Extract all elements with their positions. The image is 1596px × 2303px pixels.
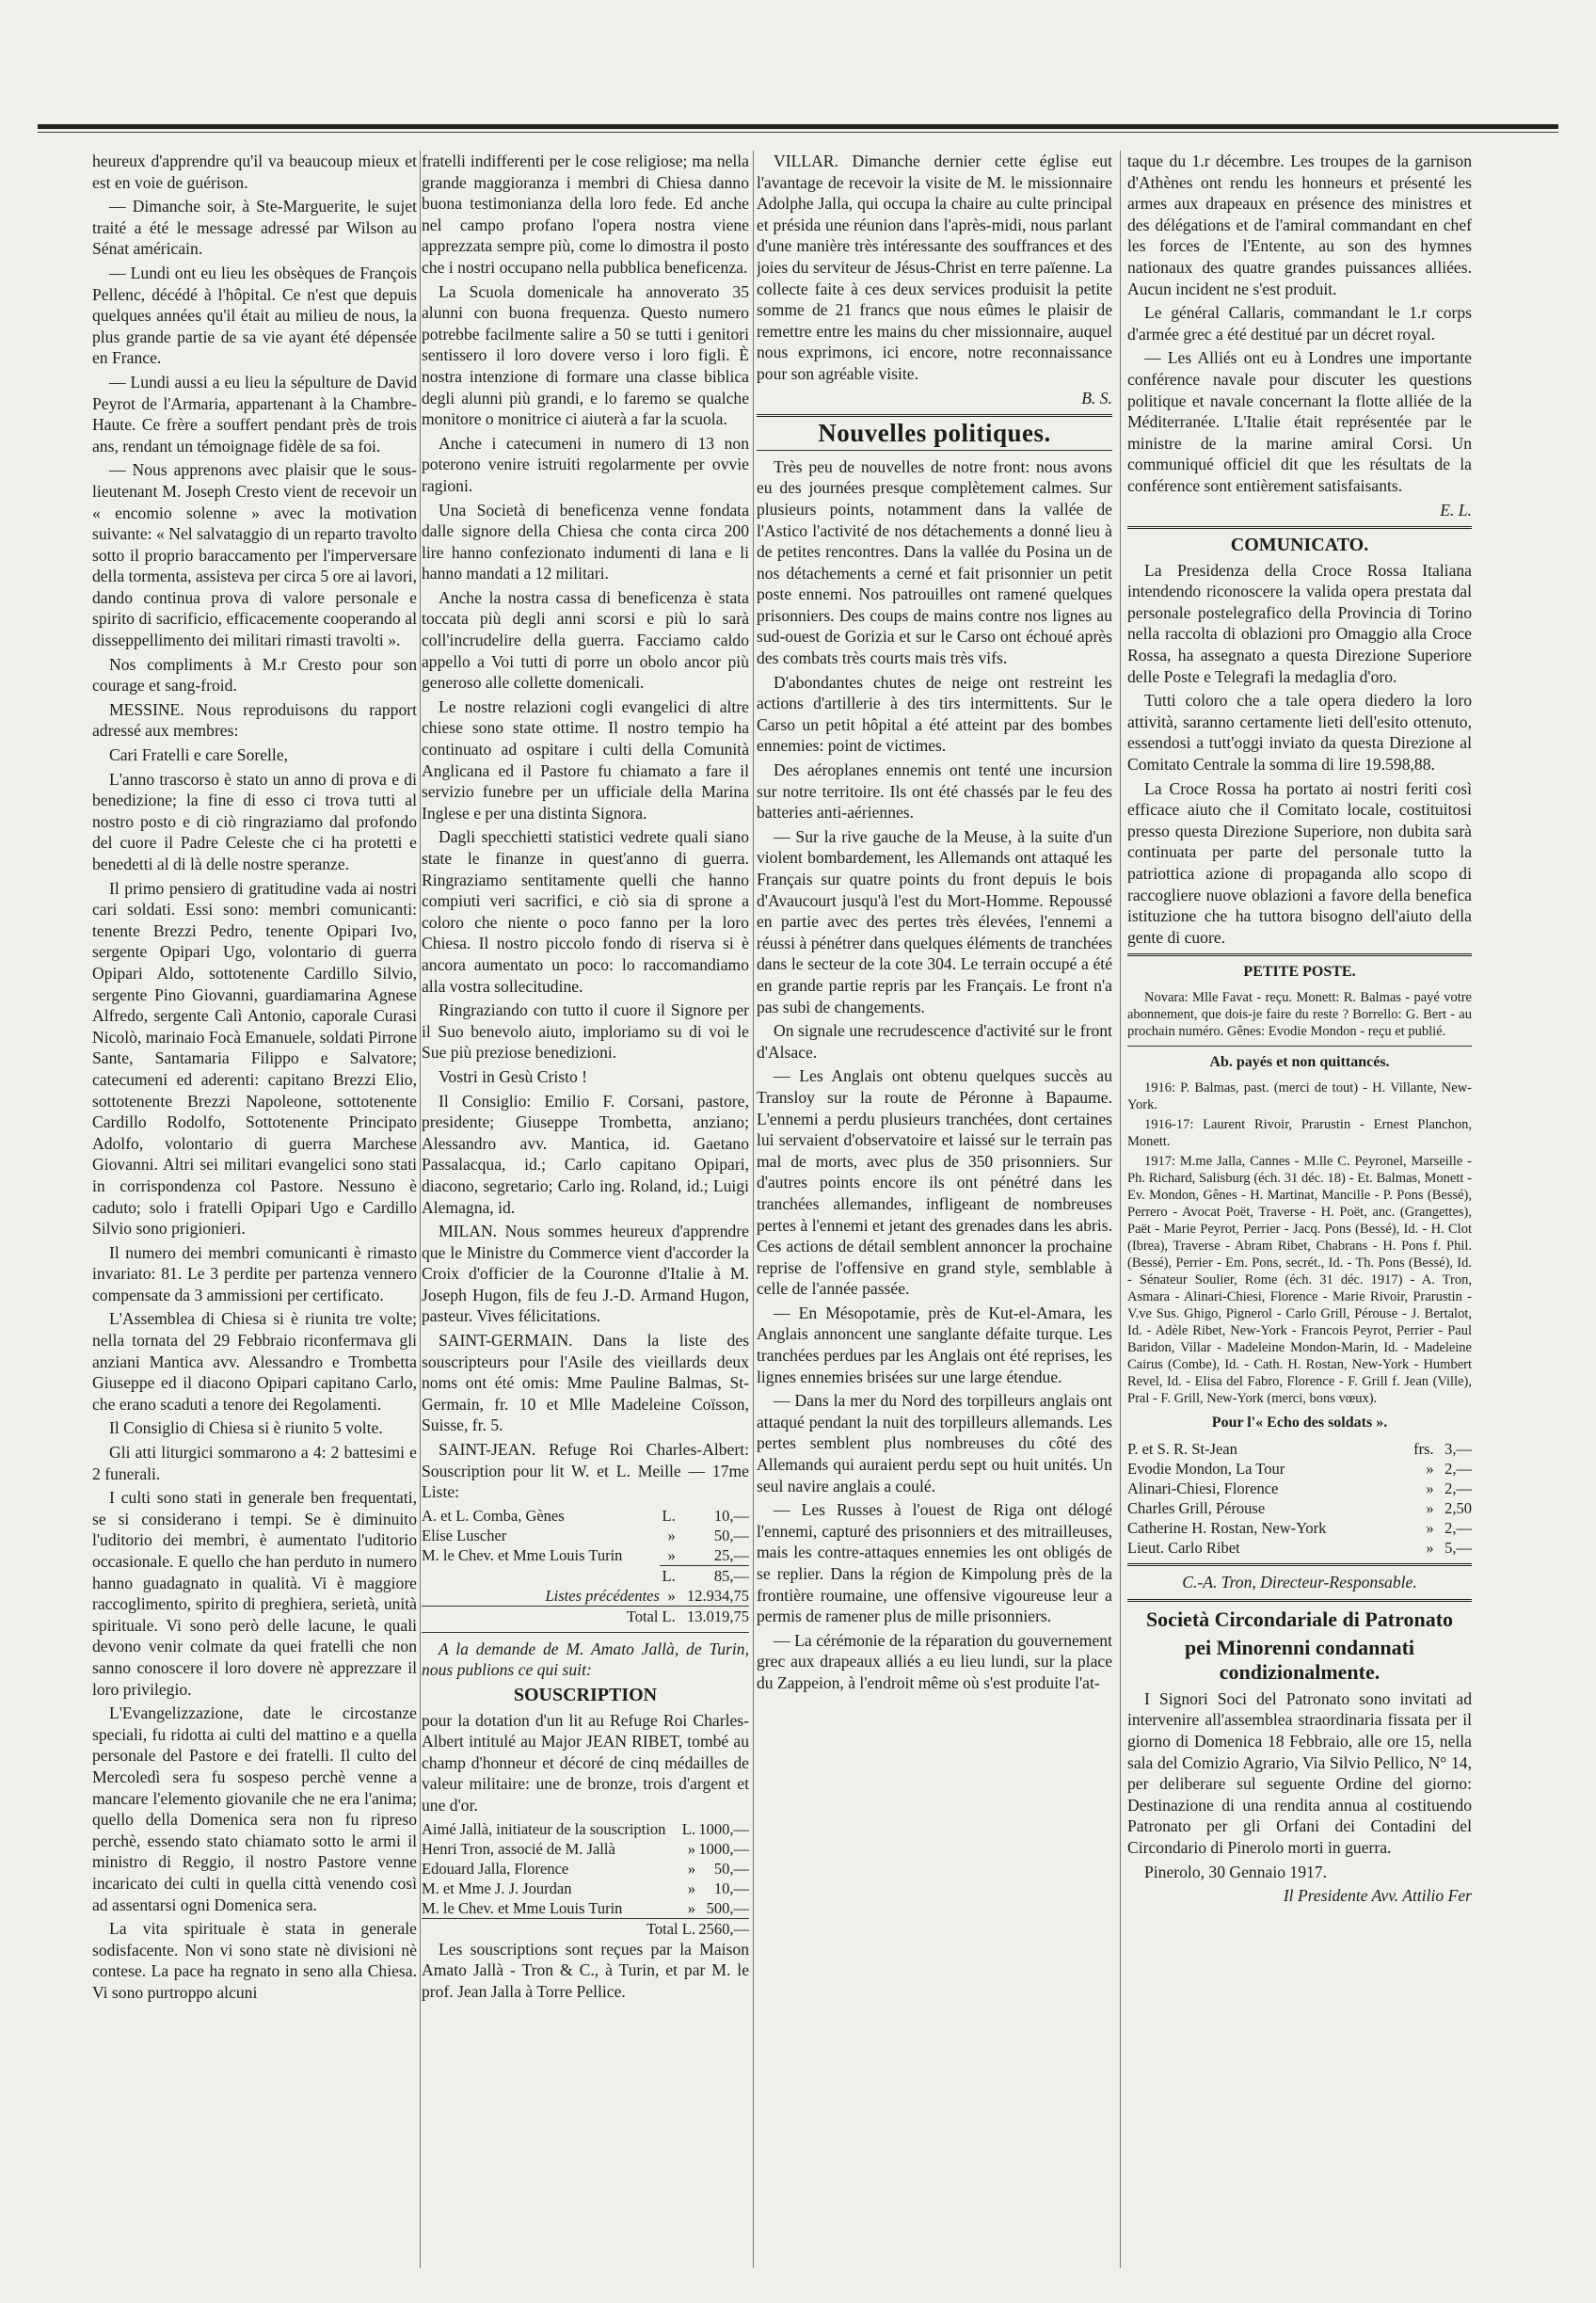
paragraph: Le général Callaris, commandant le 1.r corps d'armée grec a été destitué par un décret royal. (1127, 303, 1472, 344)
list-row (422, 1506, 749, 1526)
paragraph: 1917: M.me Jalla, Cannes - M.lle C. Peyronel, Marseille - Ph. Richard, Salisburg (éch. 31 déc. 18) - Et. Balmas, Monett - Ev. Mondon, Gênes - H. Martinat, Mancille - P. Pons (Bessé), Perrero - Avocat Poët, Traverse - H. Poët, anc. (Grangettes), Paët - Marie Peyrot, Perrier - Jacq. Pons (Bessé), Id. - H. Clot (Ibrea), Traverse - Abram Ribet, Chabrans - H. Pons f. Phil. (Bessé), Perrier - Em. Pons, secrét., Id. - Th. Pons (Bessé), Id. - Sénateur Soulier, Rome (éch. 31 déc. 1917) - A. Tron, Asmara - Alinari-Chiesi, Florence - Marie Rivoir, Prarustin - V.ve Sus. Ghigo, Pignerol - Carlo Grill, Pérouse - J. Bertalot, Id. - Adèle Ribet, New-York - Francois Peyrot, Perrier - Paul Baridon, Villar - Madeleine Mondon-Marin, Id. - Madeleine Cairus (Combe), Id. - Cath. H. Rostan, New-York - Humbert Revel, Id. - Elisa del Fabro, Florence - F. Grill f. Jean (Ville), Pral - F. Grill, New-York (merci, bons vœux). (1127, 1153, 1472, 1406)
total-label: Total L. (422, 1606, 676, 1626)
donor-name: A. et L. Comba, Gènes (422, 1506, 565, 1525)
paragraph: taque du 1.r décembre. Les troupes de la garnison d'Athènes ont rendu les honneurs et présenté les armes aux drapeaux en présence des ministres et des délégations et de l'amiral commandant en chef les forces de l'Entente, au son des hymnes nationaux des quatre grandes puissances alliées. Aucun incident ne s'est produit. (1127, 152, 1472, 298)
paragraph: La Croce Rossa ha portato ai nostri feriti così efficace aiuto che il Comitato locale, costituitosi presso questa Direzione Superiore, non dubita sarà continuata per parte del personale tutto la patriottica azione di propaganda allo scopo di raccogliere nuove oblazioni a favore della benefica istituzione che ha tuttora bisogno dell'aiuto della gente di cuore. (1127, 778, 1472, 947)
amount: 3,— (1444, 1440, 1472, 1459)
paragraph: VILLAR. Dimanche dernier cette église eut l'avantage de recevoir la visite de M. le missionnaire Adolphe Jalla, qui occupa la chaire au culte principal et présida une réunion dans l'après-midi, nous parlant d'une manière très intéressante des souffrances et des joies du serviteur de Jésus-Christ en terre païenne. La collecte faite à ces deux services produisit la petite somme de 21 francs que nous eûmes le plaisir de remettre entre les mains du cher missionnaire, auquel nous exprimons, ici encore, notre reconnaissance pour son agréable visite. (757, 152, 1112, 383)
divider (422, 1632, 749, 1633)
list-row (1127, 1498, 1472, 1518)
paragraph: SAINT-GERMAIN. Dans la liste des souscripteurs pour l'Asile des vieillards deux noms ont été omis: Mme Pauline Balmas, St-Germain, fr. 10 et Mlle Madeleine Coïsson, Suisse, fr. 5. (422, 1331, 749, 1435)
column-divider (1120, 151, 1121, 2268)
amount: 12.934,75 (687, 1586, 749, 1605)
paragraph: Il numero dei membri comunicanti è rimasto invariato: 81. Le 3 perdite per partenza vennero compensate da 3 ammissioni per certificato. (92, 1242, 417, 1304)
amount: 2,— (1444, 1519, 1472, 1538)
divider (757, 414, 1112, 417)
donor-name: Lieut. Carlo Ribet (1127, 1539, 1240, 1558)
paragraph: Il primo pensiero di gratitudine vada ai nostri cari soldati. Essi sono: membri comunicanti: tenente Brezzi Pedro, tenente Opipari Ivo, sergente Opipari Ugo, volontario di guerra Opipari Aldo, sottotenente Cardillo Silvio, sergente Pino Giovanni, guardiamarina Agnese Alfredo, sergente Calì Antonio, caporale Curasi Nicolò, marinaio Focà Emanuele, soldati Pirrone Sante, Santamaria Filippo e Salvatore; catecumeni ed aderenti: capitano Brezzi Elio, sottotenente Brezzi Napoleone, sottotenente Cardillo Rodolfo, Sottotenente Principato Adolfo, volontario di guerra Marchese Giovanni. Altri sei militari evangelici sono stati in corrispondenza col Pastore. Nessuno è caduto; solo i fratelli Opipari Ugo e Cardillo Silvio sono prigionieri. (92, 878, 417, 1239)
column-divider (420, 151, 421, 2268)
donor-name: Catherine H. Rostan, New-York (1127, 1519, 1327, 1538)
paragraph: D'abondantes chutes de neige ont restreint les actions d'artillerie à des tirs intermittents. Sur le Carso un petit hôpital a été atteint par des bombes ennemies: point de victimes. (757, 672, 1112, 756)
total-row (422, 1606, 749, 1626)
currency: » (1426, 1479, 1434, 1498)
section-heading: Nouvelles politiques. (818, 419, 1051, 448)
amount: 2,— (1444, 1479, 1472, 1498)
currency: » (667, 1545, 676, 1564)
list-row (422, 1839, 749, 1859)
amount: 1000,— (698, 1839, 749, 1858)
paragraph: — Lundi aussi a eu lieu la sépulture de David Peyrot de l'Armaria, appartenant à la Chambre-Haute. Ce frère a souffert pendant près de trois ans, rendant un témoignage fidèle de sa foi. (92, 372, 417, 456)
amount: 85,— (676, 1565, 749, 1586)
list-row (422, 1526, 749, 1545)
paragraph: pour la dotation d'un lit au Refuge Roi Charles-Albert intitulé au Major JEAN RIBET, tombé au champ d'honneur et décoré de cinq médailles de valeur militaire: une de bronze, trois d'argent et une d'or. (422, 1710, 749, 1815)
paragraph: — En Mésopotamie, près de Kut-el-Amara, les Anglais annoncent une sanglante défaite turque. Les tranchées perdues par les Anglais ont été reprises, les lignes ennemies brisées sur une large étendue. (757, 1303, 1112, 1386)
paragraph: Dagli specchietti statistici vedrete quali siano state le finanze in quest'anno di guerra. Ringraziamo sentitamente quelli che hanno compiuti veri sacrifici, e ciò sia di sprone a coloro che niente o poco fanno per la loro Chiesa. Il nostro piccolo fondo di riserva si è ancora aumentato un poco: lo raccomandiamo alla vostra sollecitudine. (422, 827, 749, 996)
donor-name: Alinari-Chiesi, Florence (1127, 1479, 1279, 1498)
list-row (1127, 1479, 1472, 1498)
amount: 2,50 (1444, 1499, 1472, 1518)
amount: 2560,— (695, 1918, 749, 1939)
column-3 (757, 151, 1112, 2278)
paragraph: Tutti coloro che a tale opera diedero la loro attività, saranno certamente lieti dell'esito ottenuto, essendosi a tutt'oggi inviato da questa Direzione al Comitato Centrale la somma di lire 19.598,88. (1127, 691, 1472, 775)
paragraph: MILAN. Nous sommes heureux d'apprendre que le Ministre du Commerce vient d'accorder la Croix d'officier de la Couronne d'Italie à M. Joseph Hugon, fils de feu J.-D. Armand Hugon, pasteur. Vives félicitations. (422, 1222, 749, 1326)
amount: 500,— (706, 1898, 749, 1917)
amount: 50,— (713, 1859, 749, 1878)
section-heading: SOUSCRIPTION (513, 1685, 658, 1705)
donor-name: Edouard Jalla, Florence (422, 1859, 569, 1878)
paragraph: — Les Alliés ont eu à Londres une importante conférence navale pour discuter les questions politique et navale concernant la flotte alliée de la Méditerranée. L'Italie était représentée par le ministre de la marine amiral Corsi. Un communiqué officiel dit que les résultats de la conférence sont entièrement satisfaisants. (1127, 348, 1472, 495)
donor-name: M. le Chev. et Mme Louis Turin (422, 1898, 623, 1917)
donor-name: Charles Grill, Pérouse (1127, 1499, 1266, 1518)
currency: » (687, 1879, 695, 1897)
section-heading: Pour l'« Echo des soldats ». (1211, 1414, 1388, 1431)
currency: » (667, 1586, 676, 1605)
paragraph: Una Società di beneficenza venne fondata dalle signore della Chiesa che conta circa 200 lire hanno confezionato indumenti di lana e li hanno mandati a 12 militari. (422, 500, 749, 584)
signature: Il Presidente Avv. Attilio Fer (1283, 1886, 1472, 1906)
section-heading: pei Minorenni condannati condizionalmente. (1184, 1635, 1415, 1684)
list-row (422, 1819, 749, 1839)
paragraph: — Dimanche soir, à Ste-Marguerite, le sujet traité a été le message adressé par Wilson au Sénat américain. (92, 197, 417, 259)
amount: 13.019,75 (676, 1606, 749, 1626)
paragraph: Cari Fratelli e care Sorelle, (109, 745, 289, 765)
currency: » (1426, 1539, 1434, 1558)
section-heading: PETITE POSTE. (1243, 964, 1356, 981)
currency: » (687, 1839, 695, 1858)
paragraph: — Les Russes à l'ouest de Riga ont délogé l'ennemi, capturé des prisonniers et des mitrailleuses, mais les contre-attaques ennemies les ont obligés de se replier. Dans la région de Kimpolung près de la frontière roumaine, une offensive vigoureuse leur a permis de ramener plus de mille prisonniers. (757, 1500, 1112, 1626)
paragraph: I culti sono stati in generale ben frequentati, se si considerano i tempi. Se è diminuito l'uditorio dei membri, è aumentato l'uditorio occasionale. E quello che han perduto in numero hanno guadagnato in qualità. Vi è maggiore raccoglimento, spirito di preghiera, serietà, unità spirituale. Vi sono però delle lacune, le quali devono venir colmate da quei fratelli che non sanno conoscere il loro dovere nè apprezzare il loro privilegio. (92, 1488, 417, 1699)
responsible-editor: C.-A. Tron, Directeur-Responsable. (1182, 1573, 1417, 1592)
paragraph: La Scuola domenicale ha annoverato 35 alunni con buona frequenza. Questo numero potrebbe facilmente salire a 50 se tutti i genitori sentissero il loro dovere verso i loro figli. È nostra intenzione di formare una classe biblica degli alunni più grandi, e lo faremo se qualche monitore o monitrice ci aiuterà a far la scuola. (422, 281, 749, 429)
paragraph: Nos compliments à M.r Cresto pour son courage et sang-froid. (92, 654, 417, 696)
paragraph: — Sur la rive gauche de la Meuse, à la suite d'un violent bombardement, les Allemands ont attaqué les Français sur quatre points du front depuis le bois d'Avaucourt jusqu'à l'est du Mort-Homme. Repoussé en partie avec des pertes très élevées, l'ennemi a réussi à pénétrer dans quelques éléments de tranchées dans le secteur de la cote 304. Le terrain occupé a été en grande partie repris par les Français. Le front n'a pas subi de changements. (757, 826, 1112, 1016)
divider (1127, 1563, 1472, 1566)
list-row (1127, 1538, 1472, 1558)
total-label: Total L. (422, 1918, 695, 1939)
paragraph: SAINT-JEAN. Refuge Roi Charles-Albert: Souscription pour lit W. et L. Meille — 17me Liste: (422, 1440, 749, 1502)
paragraph: On signale une recrudescence d'activité sur le front d'Alsace. (757, 1021, 1112, 1062)
paragraph: A la demande de M. Amato Jallà, de Turin, nous publions ce qui suit: (422, 1639, 749, 1680)
paragraph: Gli atti liturgici sommarono a 4: 2 battesimi e 2 funerali. (92, 1443, 417, 1483)
paragraph: Les souscriptions sont reçues par la Maison Amato Jallà - Tron & C., à Turin, et par M. le prof. Jean Jalla à Torre Pellice. (422, 1939, 749, 2001)
currency: » (687, 1898, 695, 1917)
currency: » (1426, 1519, 1434, 1538)
currency: » (1426, 1460, 1434, 1479)
divider (1127, 1046, 1472, 1047)
currency: » (687, 1859, 695, 1878)
list-row (422, 1859, 749, 1879)
paragraph: 1916: P. Balmas, past. (merci de tout) - H. Villante, New-York. (1127, 1080, 1472, 1112)
donor-name: Aimé Jallà, initiateur de la souscription (422, 1819, 666, 1838)
paragraph: Anche i catecumeni in numero di 13 non poterono venire istruiti regolarmente per ovvie ragioni. (422, 433, 749, 495)
list-row (1127, 1518, 1472, 1538)
paragraph: Anche la nostra cassa di beneficenza è stata toccata più degli anni scorsi e più lo sarà coll'incrudelire della guerra. Facciamo caldo appello a Voi tutti di porre un obolo ancor più generoso alle collette domenicali. (422, 587, 749, 693)
section-heading: Società Circondariale di Patronato (1145, 1607, 1454, 1631)
divider (1127, 1599, 1472, 1602)
total-row (422, 1918, 749, 1939)
amount: 50,— (713, 1526, 749, 1544)
paragraph: Ringraziando con tutto il cuore il Signore per il Suo benevolo aiuto, imploriamo su di voi le Sue più preziose benedizioni. (422, 1000, 749, 1063)
amount: 5,— (1444, 1539, 1472, 1558)
date-line: Pinerolo, 30 Gennaio 1917. (1144, 1862, 1327, 1881)
signature: B. S. (1081, 388, 1112, 408)
donor-name: Henri Tron, associé de M. Jallà (422, 1839, 615, 1858)
currency: L. (681, 1819, 695, 1838)
column-divider (753, 151, 754, 2268)
paragraph: Il Consiglio: Emilio F. Corsani, pastore, presidente; Giuseppe Trombetta, anziano; Alessandro avv. Mantica, id. Gaetano Passalacqua, id.; Carlo capitano Opipari, diacono, segretario; Carlo ing. Roland, id.; Luigi Alemagna, id. (422, 1091, 749, 1217)
paragraph: La vita spirituale è stata in generale sodisfacente. Non vi sono state nè divisioni nè contese. La pace ha regnato in seno alla Chiesa. Vi sono purtroppo alcuni (92, 1919, 417, 2002)
paragraph: — Lundi ont eu lieu les obsèques de François Pellenc, décédé à l'hôpital. Ce n'est que depuis quelques années qu'il était au milieu de nous, la plus grande partie de sa vie ayant été dépensée en France. (92, 263, 417, 368)
paragraph: MESSINE. Nous reproduisons du rapport adressé aux membres: (92, 699, 417, 741)
paragraph: Vostri in Gesù Cristo ! (439, 1066, 588, 1086)
section-heading: Ab. payés et non quittancés. (1209, 1053, 1390, 1070)
list-row (422, 1879, 749, 1898)
subscription-list-2 (422, 1819, 749, 1939)
paragraph: — Nous apprenons avec plaisir que le sous-lieutenant M. Joseph Cresto vient de recevoir un « encomio solenne » avec la motivation suivante: « Nel salvataggio di un reparto travolto sotto il proprio baraccamento per l'imperversare della tormenta, assisteva per circa 5 ore ai lavori, dando continua prova di valore personale e spirito di sacrificio, efficacemente cooperando al disseppellimento dei militari rimasti travolti ». (92, 460, 417, 650)
top-rule-thin (38, 132, 1558, 133)
list-row (422, 1545, 749, 1566)
paragraph: Le nostre relazioni cogli evangelici di altre chiese sono state ottime. Il nostro tempio ha continuato ad ospitare i culti della Comunità Anglicana ed il Pastore fu chiamato a fare il servizio funebre per un ufficiale della Marina Inglese e per una distinta Signora. (422, 696, 749, 823)
paragraph: Novara: Mlle Favat - reçu. Monett: R. Balmas - payé votre abonnement, que dois-je faire du reste ? Borrello: G. Bert - au prochain numéro. Gênes: Evodie Mondon - reçu et publié. (1127, 989, 1472, 1039)
amount: 10,— (713, 1506, 749, 1525)
currency: » (667, 1526, 676, 1544)
paragraph: — Les Anglais ont obtenu quelques succès au Transloy sur la route de Péronne à Bapaume. L'ennemi a perdu plusieurs tranchées, dont certaines lui servaient d'observatoire et laissé sur le terrain pas mal de morts, avec plus de 350 prisonniers. Sur d'autres points encore ils ont pénétré dans les tranchées allemandes, infligeant de nombreuses pertes à l'ennemi et jetant des grenades dans les abris. Ces actions de détail semblent annoncer la prochaine reprise de l'offensive en grand style, semblable à celle de l'année passée. (757, 1066, 1112, 1299)
column-1 (92, 151, 417, 2278)
subtotal-row (422, 1565, 749, 1586)
amount: 2,— (1444, 1460, 1472, 1479)
top-rule (38, 124, 1558, 129)
paragraph: — Dans la mer du Nord des torpilleurs anglais ont attaqué pendant la nuit des torpilleurs allemands. Les pertes semblent plus nombreuses du côté des Allemands qui auraient perdu sept ou huit unités. Un seul navire anglais a coulé. (757, 1391, 1112, 1495)
paragraph: heureux d'apprendre qu'il va beaucoup mieux et est en voie de guérison. (92, 152, 417, 192)
currency: L. (660, 1565, 676, 1586)
column-4 (1127, 151, 1472, 2278)
subscription-list-1 (422, 1506, 749, 1626)
amount: 1000,— (698, 1819, 749, 1838)
divider (757, 450, 1112, 451)
section-heading: COMUNICATO. (1230, 535, 1369, 556)
currency: frs. (1413, 1440, 1434, 1459)
paragraph: 1916-17: Laurent Rivoir, Prarustin - Ernest Planchon, Monett. (1127, 1116, 1472, 1149)
currency: » (1426, 1499, 1434, 1518)
paragraph: L'Evangelizzazione, date le circostanze speciali, fu ridotta ai culti del mattino e a quella personale del Pastore e dei fratelli. Il culto del Mercoledì sera fu sospeso perchè venne a mancare l'elemento giovanile che ne era l'anima; quello della Domenica sera non fu ripreso perchè, essendo stato chiamato sotto le armi il ministro di Reggio, il nostro Pastore venne incaricato dei culti in quella città venendo così ad assentarsi ogni Domenica sera. (92, 1703, 417, 1914)
column-2 (422, 151, 749, 2278)
paragraph: fratelli indifferenti per le cose religiose; ma nella grande maggioranza i membri di Chiesa danno buona testimonianza della loro fede. Ed anche nel campo profano l'opera nostra viene apprezzata sempre più, come lo dimostra il posto che i nostri occupano nella pubblica beneficenza. (422, 152, 749, 277)
paragraph: Des aéroplanes ennemis ont tenté une incursion sur notre territoire. Ils ont été chassés par le feu des batteries anti-aériennes. (757, 760, 1112, 823)
amount: 25,— (713, 1545, 749, 1564)
paragraph: — La cérémonie de la réparation du gouvernement grec aux drapeaux alliés a eu lieu lundi, sur la place du Zappeion, à l'endroit même où s'est produite l'at- (757, 1630, 1112, 1692)
previous-label: Listes précédentes (545, 1586, 660, 1605)
list-row (1127, 1459, 1472, 1479)
paragraph: La Presidenza della Croce Rossa Italiana intendendo riconoscere la valida opera prestata dal personale postelegrafico della Provincia di Torino nella raccolta di oblazioni pro Omaggio alla Croce Rossa, ha assegnato a questa Direzione Superiore delle Poste e Telegrafi la medaglia d'oro. (1127, 560, 1472, 686)
paragraph: I Signori Soci del Patronato sono invitati ad intervenire all'assemblea straordinaria fissata per il giorno di Domenica 18 Febbraio, alle ore 15, nella sala del Comizio Agrario, Via Silvio Pellico, N° 14, per deliberare sul seguente Ordine del giorno: Destinazione di una rendita annua al costituendo Patronato per gli Orfani dei Contadini del Circondario di Pinerolo morti in guerra. (1127, 1688, 1472, 1857)
previous-row (422, 1586, 749, 1607)
paragraph: Il Consiglio di Chiesa si è riunito 5 volte. (109, 1418, 383, 1438)
donor-name: Elise Luscher (422, 1526, 507, 1544)
divider (1127, 526, 1472, 529)
donor-name: M. et Mme J. J. Jourdan (422, 1879, 572, 1897)
echo-list (1127, 1439, 1472, 1558)
donor-name: P. et S. R. St-Jean (1127, 1440, 1237, 1459)
amount: 10,— (713, 1879, 749, 1897)
list-row (422, 1898, 749, 1919)
signature: E. L. (1440, 500, 1472, 520)
list-row (1127, 1439, 1472, 1459)
divider (1127, 953, 1472, 956)
paragraph: L'Assemblea di Chiesa si è riunita tre volte; nella tornata del 29 Febbraio riconfermava gli anziani Mantica avv. Alessandro e Trombetta Giuseppe ed il diacono Opipari capitano Carlo, che erano scaduti a tenore dei Regolamenti. (92, 1309, 417, 1414)
donor-name: Evodie Mondon, La Tour (1127, 1460, 1285, 1479)
currency: L. (662, 1506, 676, 1525)
paragraph: Très peu de nouvelles de notre front: nous avons eu des journées presque complètement calmes. Sur plusieurs points, notamment dans la vallée de l'Astico l'activité de nos détachements a donné lieu à de petites rencontres. Dans la vallée du Posina un de nos détachements a cerné et fait prisonnier un petit poste ennemi. Nos patrouilles ont ramené quelques prisonniers. Des coups de mains contre nos lignes au sud-ouest de Gorizia et sur le Carso ont échoué après des combats très courts mais très vifs. (757, 456, 1112, 668)
paragraph: L'anno trascorso è stato un anno di prova e di benedizione; la fine di esso ci trova tutti al nostro posto e di ciò ringraziamo dal profondo del cuore il Padre Celeste che ci ha protetti e benedetti al di là delle nostre speranze. (92, 769, 417, 873)
donor-name: M. le Chev. et Mme Louis Turin (422, 1545, 623, 1564)
